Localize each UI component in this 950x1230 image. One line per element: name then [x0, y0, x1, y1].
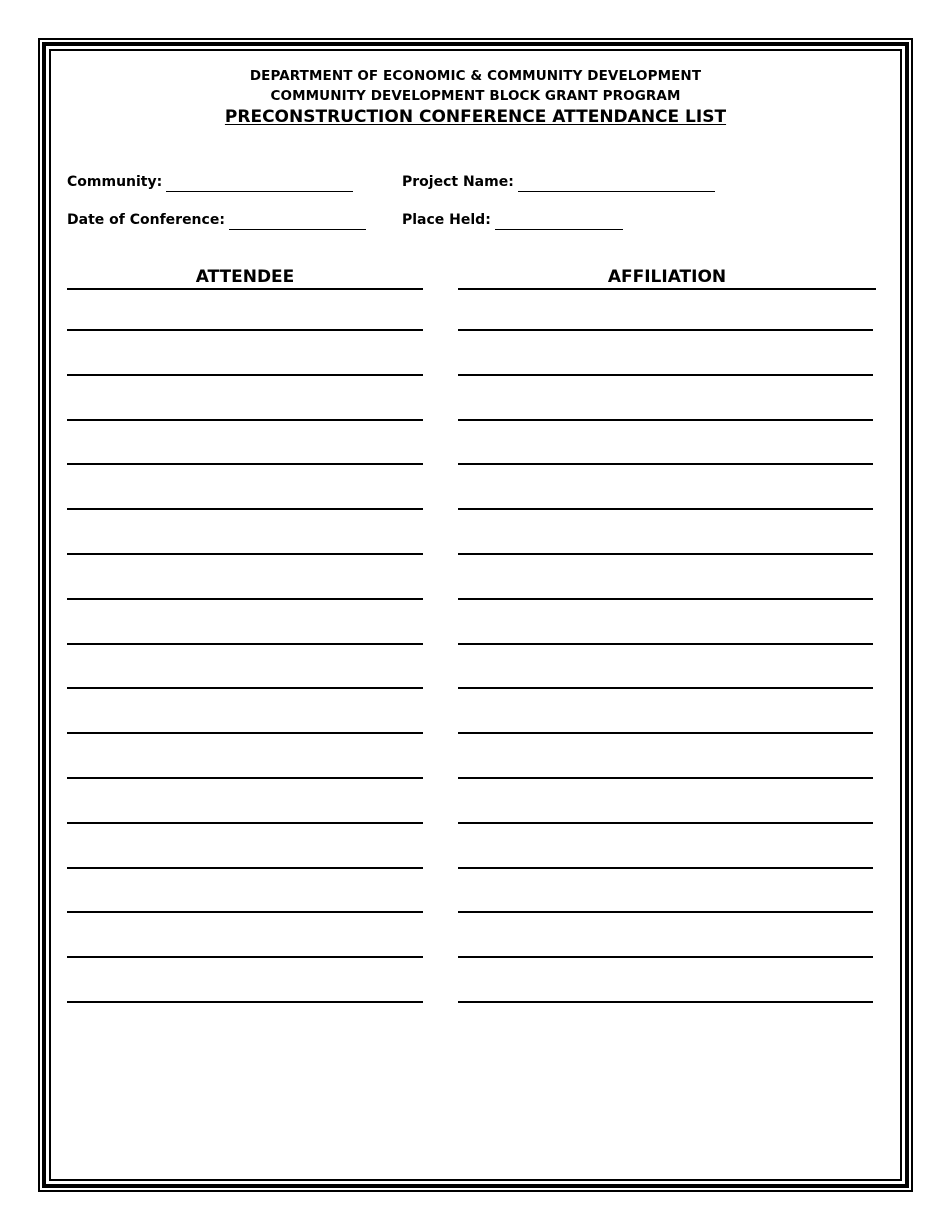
attendee-line[interactable] — [67, 911, 423, 913]
place-held-label: Place Held: — [402, 212, 491, 228]
date-of-conference-blank[interactable] — [229, 215, 366, 230]
attendee-line[interactable] — [67, 687, 423, 689]
affiliation-line[interactable] — [458, 687, 873, 689]
attendee-line[interactable] — [67, 508, 423, 510]
affiliation-line[interactable] — [458, 822, 873, 824]
affiliation-line[interactable] — [458, 463, 873, 465]
attendee-line[interactable] — [67, 553, 423, 555]
affiliation-line[interactable] — [458, 643, 873, 645]
affiliation-line[interactable] — [458, 329, 873, 331]
affiliation-line[interactable] — [458, 598, 873, 600]
attendee-line[interactable] — [67, 777, 423, 779]
attendee-line[interactable] — [67, 374, 423, 376]
community-field[interactable] — [67, 172, 353, 192]
affiliation-line[interactable] — [458, 553, 873, 555]
form-title: PRECONSTRUCTION CONFERENCE ATTENDANCE LIST — [224, 107, 727, 127]
attendee-line[interactable] — [67, 643, 423, 645]
affiliation-line[interactable] — [458, 867, 873, 869]
attendee-line[interactable] — [67, 329, 423, 331]
attendee-column-header: ATTENDEE — [67, 266, 423, 290]
affiliation-line[interactable] — [458, 732, 873, 734]
affiliation-line[interactable] — [458, 777, 873, 779]
project-name-field[interactable] — [402, 172, 715, 192]
attendee-line[interactable] — [67, 463, 423, 465]
affiliation-line[interactable] — [458, 911, 873, 913]
attendee-line[interactable] — [67, 419, 423, 421]
affiliation-line[interactable] — [458, 1001, 873, 1003]
community-label: Community: — [67, 174, 163, 190]
place-held-blank[interactable] — [495, 215, 623, 230]
community-blank[interactable] — [166, 177, 353, 192]
affiliation-line[interactable] — [458, 508, 873, 510]
affiliation-line[interactable] — [458, 374, 873, 376]
affiliation-line[interactable] — [458, 956, 873, 958]
project-name-label: Project Name: — [402, 174, 514, 190]
document-header — [49, 66, 902, 128]
attendee-line[interactable] — [67, 732, 423, 734]
date-of-conference-field[interactable] — [67, 210, 366, 230]
attendee-line[interactable] — [67, 598, 423, 600]
attendee-line[interactable] — [67, 867, 423, 869]
department-name: DEPARTMENT OF ECONOMIC & COMMUNITY DEVELOPMENT — [249, 68, 702, 84]
affiliation-column-header: AFFILIATION — [458, 266, 876, 290]
project-name-blank[interactable] — [518, 177, 715, 192]
affiliation-line[interactable] — [458, 419, 873, 421]
place-held-field[interactable] — [402, 210, 623, 230]
attendee-line[interactable] — [67, 956, 423, 958]
date-of-conference-label: Date of Conference: — [67, 212, 225, 228]
attendee-line[interactable] — [67, 822, 423, 824]
program-name: COMMUNITY DEVELOPMENT BLOCK GRANT PROGRAM — [270, 88, 681, 104]
attendee-line[interactable] — [67, 1001, 423, 1003]
